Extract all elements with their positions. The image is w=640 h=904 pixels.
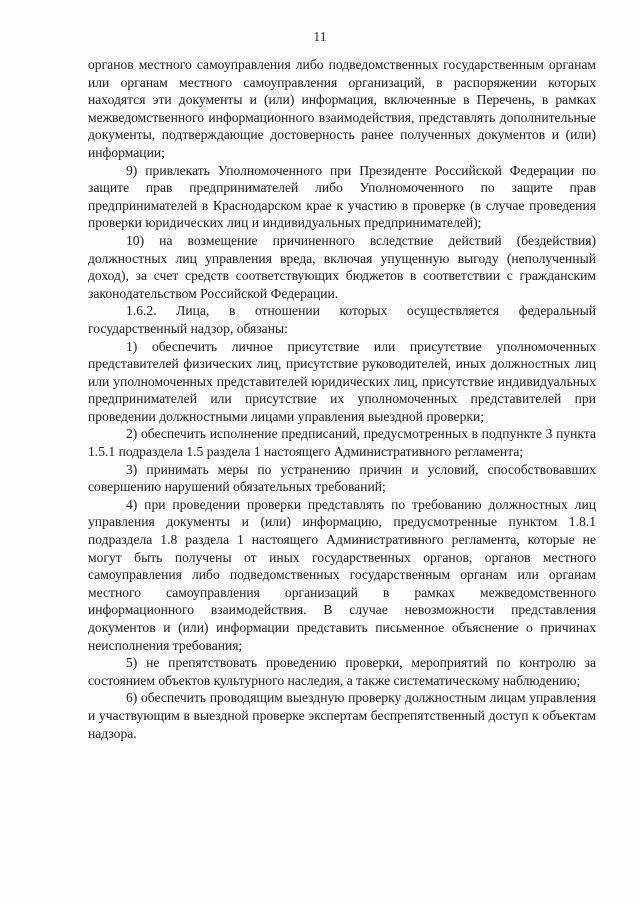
paragraph-item-9: 9) привлекать Уполномоченного при Президенте Российской Федерации по защите прав предпринимателей либо Уполномоченного по защите прав предпринимателей в Краснодарском крае к участию в проверке (в случае проведения проверки юридических лиц и индивидуальных предпринимателей);: [88, 162, 596, 231]
paragraph-duty-4: 4) при проведении проверки представлять по требованию должностных лиц управления документы и (или) информацию, предусмотренные пунктом 1.8.1 подраздела 1.8 раздела 1 настоящего Административного регламента, которые не могут быть получены от иных государственных органов, органов местного самоуправления либо подведомственных государственным органам или органам местного самоуправления организаций в рамках межведомственного информационного взаимодействия. В случае невозможности представления документов и (или) информации представить письменное объяснение о причинах неисполнения требования;: [88, 496, 596, 653]
paragraph-duty-6: 6) обеспечить проводящим выездную проверку должностным лицам управления и участвующим в выездной проверке экспертам беспрепятственный доступ к объектам надзора.: [88, 690, 596, 741]
paragraph-duty-2: 2) обеспечить исполнение предписаний, предусмотренных в подпункте 3 пункта 1.5.1 подраздела 1.5 раздела 1 настоящего Административного регламента;: [88, 426, 596, 460]
paragraph-item-10: 10) на возмещение причиненного вследствие действий (бездействия) должностных лиц управления вреда, включая упущенную выгоду (неполученный доход), за счет средств соответствующих бюджетов в соответствии с гражданским законодательством Российской Федерации.: [88, 232, 596, 301]
paragraph-duty-1: 1) обеспечить личное присутствие или присутствие уполномоченных представителей физических лиц, присутствие руководителей, иных должностных лиц или уполномоченных представителей юридических лиц, присутствие индивидуальных предпринимателей или присутствие их уполномоченных представителей при проведении должностными лицами управления выездной проверки;: [88, 338, 596, 424]
paragraph-duty-3: 3) принимать меры по устранению причин и условий, способствовавших совершению нарушений обязательных требований;: [88, 461, 596, 495]
page-number: 11: [313, 30, 327, 45]
paragraph-section-1-6-2: 1.6.2. Лица, в отношении которых осуществляется федеральный государственный надзор, обязаны:: [88, 303, 596, 336]
document-body: [88, 56, 596, 742]
paragraph-continuation: органов местного самоуправления либо подведомственных государственным органам или органам местного самоуправления организаций, в распоряжении которых находятся эти документы и (или) информация, включенные в Перечень, в рамках межведомственного информационного взаимодействия, представлять дополнительные документы, подтверждающие достоверность ранее полученных документов и (или) информации;: [88, 57, 596, 160]
paragraph-duty-5: 5) не препятствовать проведению проверки, мероприятий по контролю за состоянием объектов культурного наследия, а также систематическому наблюдению;: [88, 655, 596, 688]
